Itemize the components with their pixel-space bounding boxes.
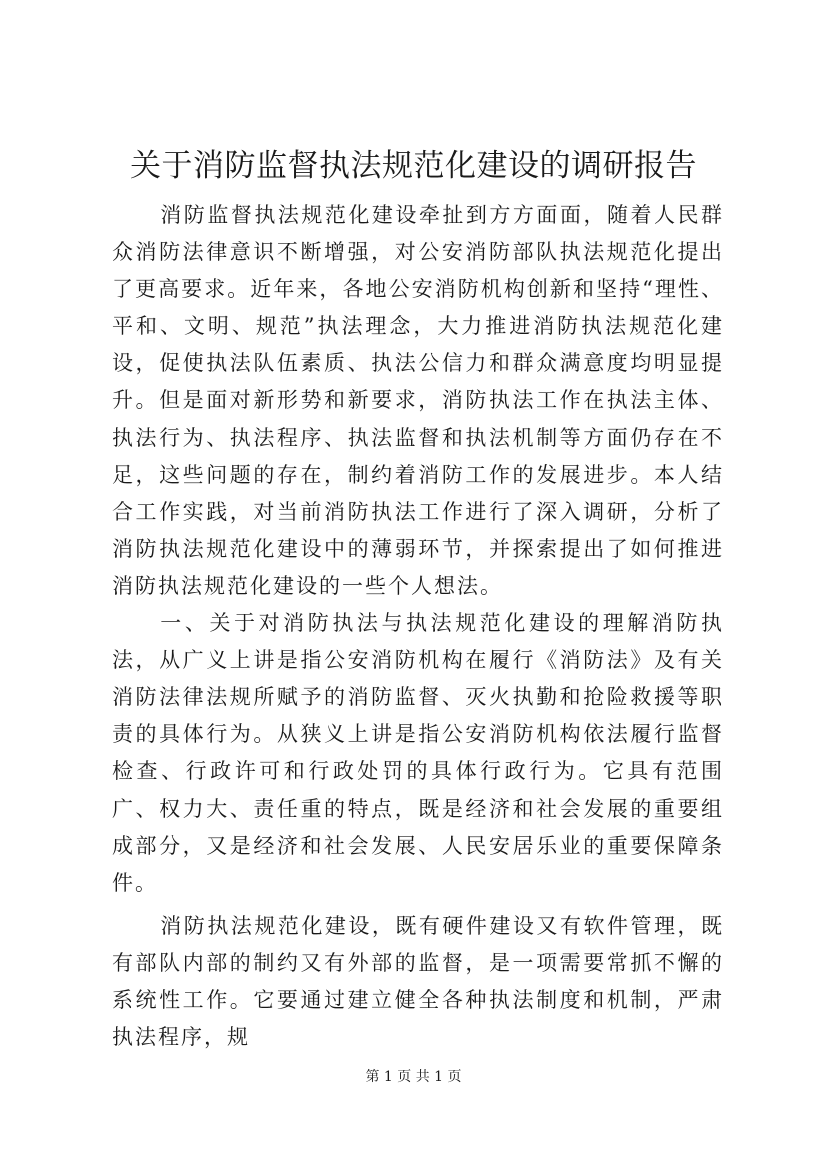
page-footer: 第 1 页 共 1 页 — [365, 1069, 462, 1085]
paragraph-intro: 消防监督执法规范化建设牵扯到方方面面，随着人民群众消防法律意识不断增强，对公安消防部队执法规范化提出了更高要求。近年来，各地公安消防机构创新和坚持“理性、平和、文明、规范”执法理念，大力推进消防执法规范化建设，促使执法队伍素质、执法公信力和群众满意度均明显提升。但是面对新形势和新要求，消防执法工作在执法主体、执法行为、执法程序、执法监督和执法机制等方面仍存在不足，这些问题的存在，制约着消防工作的发展进步。本人结合工作实践，对当前消防执法工作进行了深入调研，分析了消防执法规范化建设中的薄弱环节，并探索提出了如何推进消防执法规范化建设的一些个人想法。 — [112, 203, 724, 598]
paragraph-section-one: 一、关于对消防执法与执法规范化建设的理解消防执法，从广义上讲是指公安消防机构在履行《消防法》及有关消防法律法规所赋予的消防监督、灭火执勤和抢险救援等职责的具体行为。从狭义上讲是指公安消防机构依法履行监督检查、行政许可和行政处罚的具体行政行为。它具有范围广、权力大、责任重的特点，既是经济和社会发展的重要组成部分，又是经济和社会发展、人民安居乐业的重要保障条件。 — [112, 611, 724, 895]
document-title: 关于消防监督执法规范化建设的调研报告 — [130, 148, 697, 184]
paragraph-standardization: 消防执法规范化建设，既有硬件建设又有软件管理，既有部队内部的制约又有外部的监督，是一项需要常抓不懈的系统性工作。它要通过建立健全各种执法制度和机制，严肃执法程序，规 — [112, 913, 724, 1050]
document-body — [112, 197, 724, 1056]
